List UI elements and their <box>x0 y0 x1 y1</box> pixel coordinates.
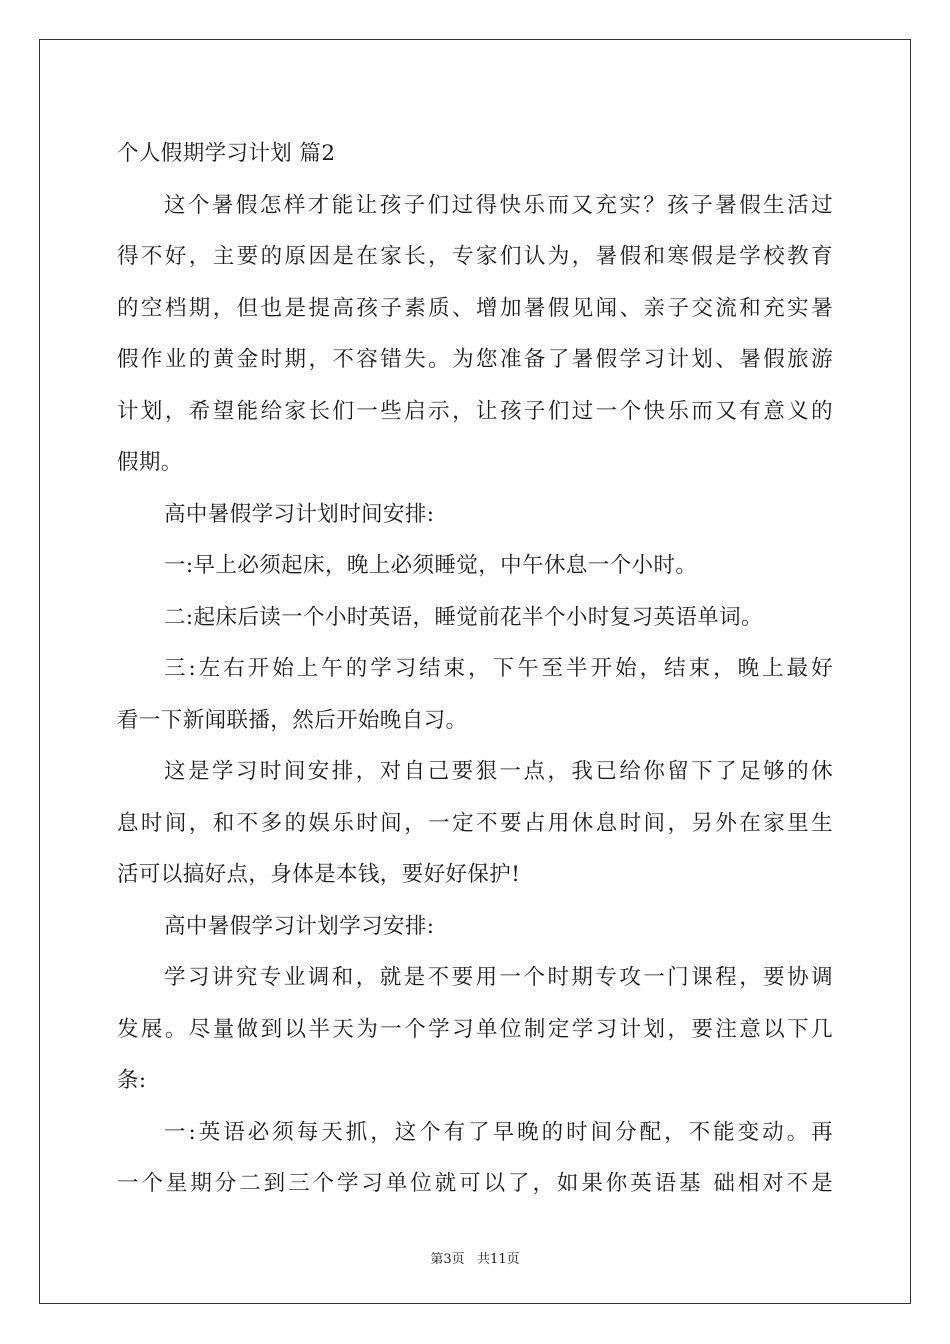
text-line: 这是学习时间安排，对自己要狠一点，我已给你留下了足够的休 <box>164 759 833 784</box>
text-line: 息时间，和不多的娱乐时间，一定不要占用休息时间，另外在家里生 <box>117 810 833 836</box>
document-title: 个人假期学习计划 篇2 <box>117 141 336 166</box>
document-body <box>117 128 833 1210</box>
text-line: 计划，希望能给家长们一些启示，让孩子们过一个快乐而又有意义的 <box>117 398 833 424</box>
text-line: 假作业的黄金时期，不容错失。为您准备了暑假学习计划、暑假旅游 <box>117 347 833 372</box>
text-line: 三:左右开始上午的学习结束，下午至半开始，结束，晚上最好 <box>164 656 833 681</box>
text-line: 一:早上必须起床，晚上必须睡觉，中午休息一个小时。 <box>164 553 698 578</box>
text-line: 发展。尽量做到以半天为一个学习单位制定学习计划，要注意以下几 <box>117 1016 833 1042</box>
text-line: 二:起床后读一个小时英语，睡觉前花半个小时复习英语单词。 <box>164 604 763 630</box>
text-line: 高中暑假学习计划学习安排: <box>164 913 435 939</box>
text-line: 假期。 <box>117 450 183 475</box>
text-line: 一:英语必须每天抓，这个有了早晚的时间分配，不能变动。再 <box>164 1119 833 1145</box>
text-line: 看一下新闻联播，然后开始晚自习。 <box>117 707 468 733</box>
text-line: 一个星期分二到三个学习单位就可以了，如果你英语基 础相对不是 <box>117 1171 833 1196</box>
text-line: 这个暑假怎样才能让孩子们过得快乐而又充实？孩子暑假生活过 <box>164 192 833 218</box>
text-line: 得不好，主要的原因是在家长，专家们认为，暑假和寒假是学校教育 <box>117 244 833 269</box>
text-line: 活可以搞好点，身体是本钱，要好好保护! <box>117 862 521 887</box>
text-line: 条: <box>117 1068 147 1093</box>
text-line: 高中暑假学习计划时间安排: <box>164 501 435 527</box>
text-line: 的空档期，但也是提高孩子素质、增加暑假见闻、亲子交流和充实暑 <box>117 295 833 321</box>
text-line: 学习讲究专业调和，就是不要用一个时期专攻一门课程，要协调 <box>164 965 833 990</box>
page-footer: 第3页 共11页 <box>430 1252 520 1267</box>
